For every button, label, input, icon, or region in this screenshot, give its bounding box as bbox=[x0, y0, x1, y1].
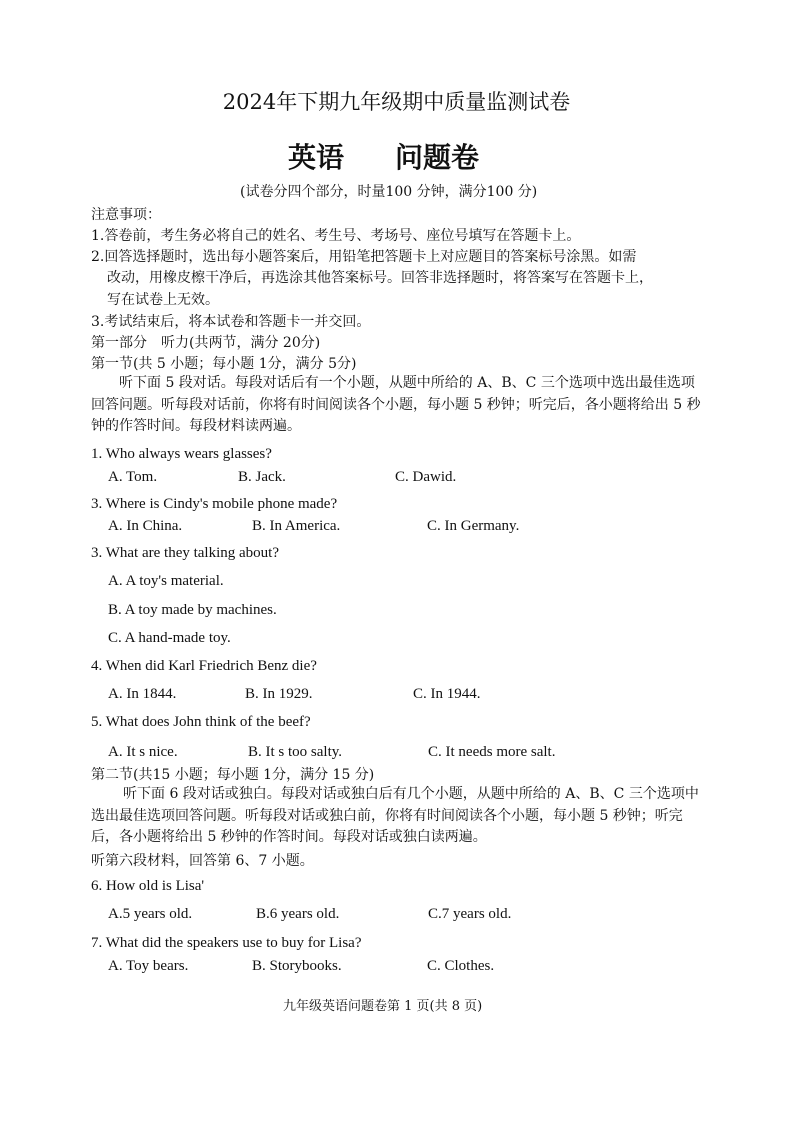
part1-heading: 第一部分 听力(共两节，满分 20分) bbox=[91, 335, 321, 351]
option-b: B. In 1929. bbox=[245, 686, 313, 702]
question-stem: 7. What did the speakers use to buy for Lisa? bbox=[91, 935, 362, 951]
option-c: C. Clothes. bbox=[427, 958, 495, 974]
question-stem: 3. Where is Cindy's mobile phone made? bbox=[91, 496, 338, 512]
section2-instructions: 听下面 6 段对话或独白。每段对话或独白后有几个小题，从题中所给的 A、B、C 三个选项中选出最佳选项回答问题。听每段对话或独白前，你将有时间阅读各个小题，每小题 5 秒钟；听完后，各小题将给出 5 秒钟的作答时间。每段对话或独白读两遍。 bbox=[91, 786, 699, 845]
question-stem: 3. What are they talking about? bbox=[91, 545, 279, 561]
option-b: B. Storybooks. bbox=[252, 958, 342, 974]
section1-instructions: 听下面 5 段对话。每段对话后有一个小题，从题中所给的 A、B、C 三个选项中选出最佳选项回答问题。听每段对话前，你将有时间阅读各个小题，每小题 5 秒钟；听完后，各小题将给出 5 秒钟的作答时间。每段材料读两遍。 bbox=[91, 375, 701, 434]
notes-item: 写在试卷上无效。 bbox=[107, 292, 219, 308]
option-c: C. In 1944. bbox=[413, 686, 481, 702]
option-a: A. It s nice. bbox=[108, 744, 178, 760]
option-b: B.6 years old. bbox=[256, 906, 340, 922]
option-a: A. Tom. bbox=[108, 469, 158, 485]
option-b: B. In America. bbox=[252, 518, 341, 534]
section2-heading: 第二节(共15 小题；每小题 1分，满分 15 分) bbox=[91, 767, 375, 783]
notes-item: 1.答卷前，考生务必将自己的姓名、考生号、考场号、座位号填写在答题卡上。 bbox=[91, 228, 581, 244]
page-title: 2024年下期九年级期中质量监测试卷 bbox=[222, 90, 571, 114]
option-b: B. Jack. bbox=[238, 469, 286, 485]
option-c: C.7 years old. bbox=[428, 906, 512, 922]
paper-name: 问题卷 bbox=[395, 141, 480, 174]
option-c: C. In Germany. bbox=[427, 518, 520, 534]
material-note: 听第六段材料，回答第 6、7 小题。 bbox=[91, 853, 314, 869]
question-stem: 1. Who always wears glasses? bbox=[91, 446, 272, 462]
option-a: A. Toy bears. bbox=[108, 958, 189, 974]
notes-item: 改动，用橡皮檫干净后，再选涂其他答案标号。回答非选择题时，将答案写在答题卡上， bbox=[107, 270, 653, 286]
question-stem: 4. When did Karl Friedrich Benz die? bbox=[91, 658, 317, 674]
page-footer: 九年级英语问题卷第 1 页(共 8 页) bbox=[283, 999, 483, 1014]
question-stem: 5. What does John think of the beef? bbox=[91, 714, 311, 730]
section1-heading: 第一节(共 5 小题；每小题 1分，满分 5分) bbox=[91, 356, 357, 372]
notes-item: 3.考试结束后，将本试卷和答题卡一并交回。 bbox=[91, 314, 371, 330]
notes-item: 2.回答选择题时，选出每小题答案后，用铅笔把答题卡上对应题目的答案标号涂黑。如需 bbox=[91, 249, 637, 265]
question-stem: 6. How old is Lisa' bbox=[91, 878, 205, 894]
option-a: A. In China. bbox=[108, 518, 183, 534]
option-b: B. It s too salty. bbox=[248, 744, 343, 760]
option-a: A. A toy's material. bbox=[108, 573, 224, 589]
option-b: B. A toy made by machines. bbox=[108, 602, 277, 618]
notes-heading: 注意事项： bbox=[91, 207, 161, 223]
option-a: A.5 years old. bbox=[108, 906, 193, 922]
exam-info: (试卷分四个部分，时量100 分钟，满分100 分) bbox=[240, 184, 538, 200]
option-c: C. Dawid. bbox=[395, 469, 457, 485]
option-c: C. It needs more salt. bbox=[428, 744, 556, 760]
option-c: C. A hand-made toy. bbox=[108, 630, 231, 646]
option-a: A. In 1844. bbox=[108, 686, 177, 702]
subject-name: 英语 bbox=[288, 141, 345, 174]
